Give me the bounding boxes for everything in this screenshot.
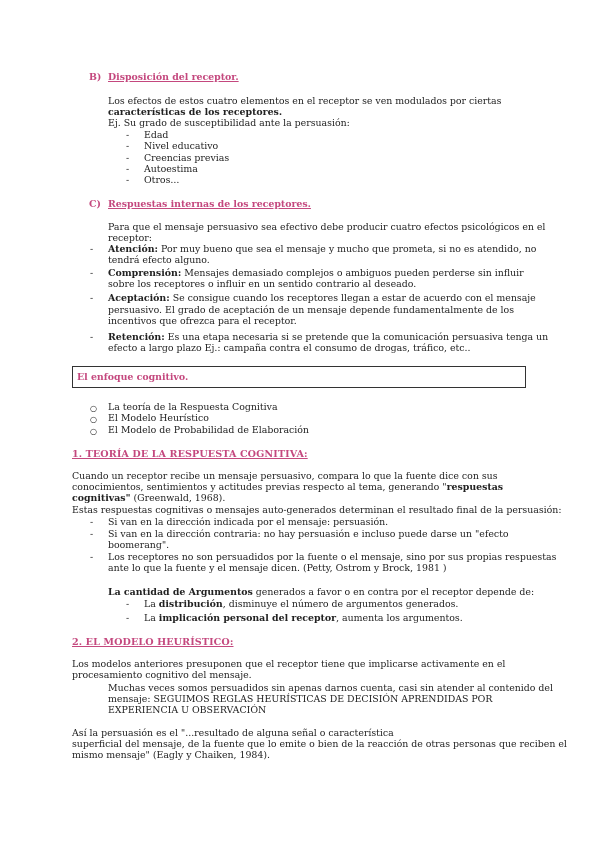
enfoque-box [72,366,526,388]
list-dash: - [126,130,130,141]
section-c-intro-2: receptor: [108,233,152,244]
aceptacion-line [108,293,536,305]
list-item: Edad [144,130,169,141]
list-dash: - [90,332,94,343]
list-dash: - [90,552,94,563]
section-b-example: Ej. Su grado de susceptibilidad ante la persuasión: [108,118,350,129]
circle-bullet-icon: ○ [90,427,97,436]
cantidad-line [108,587,534,599]
list-dash: - [126,164,130,175]
teoria-bullet-2: Si van en la dirección contraria: no hay persuasión e incluso puede darse un "efecto [108,529,509,540]
teoria-bullet-1: Si van en la dirección indicada por el mensaje: persuasión. [108,517,389,528]
retencion-line [108,332,548,344]
teoria-p1-line1: Cuando un receptor recibe un mensaje persuasivo, compara lo que la fuente dice con sus [72,471,498,482]
atencion-term: Atención: [108,244,159,255]
atencion-line [108,244,536,256]
list-dash: - [90,244,94,255]
heuristico-p3-line2: superficial del mensaje, de la fuente que lo emite o bien de la reacción de otras personas que reciben el [72,739,567,750]
list-dash: - [126,175,130,186]
heuristico-p1-line1: Los modelos anteriores presuponen que el receptor tiene que implicarse activamente en el [72,659,506,670]
retencion-text-2: efecto a largo plazo Ej.: campaña contra el consumo de drogas, tráfico, etc.. [108,343,471,354]
list-dash: - [90,293,94,304]
teoria-bullet-3b: ante lo que la fuente y el mensaje dicen. (Petty, Ostrom y Brock, 1981 ) [108,563,447,574]
circle-bullet-icon: ○ [90,404,97,413]
enfoque-item: El Modelo Heurístico [108,413,209,424]
comprension-text-2: sobre los receptores o influir en un sentido contrario al deseado. [108,279,417,290]
teoria-p1-line3 [72,493,225,505]
aceptacion-text-2: persuasivo. El grado de aceptación de un mensaje depende fundamentalmente de los [108,305,515,316]
aceptacion-term: Aceptación: [108,293,170,304]
teoria-p1-bold: respuestas [446,482,504,493]
enfoque-item: El Modelo de Probabilidad de Elaboración [108,425,309,436]
teoria-p1-line2 [72,482,503,494]
list-dash: - [90,529,94,540]
comprension-line [108,268,524,280]
list-item: Autoestima [144,164,198,175]
teoria-bullet-3: Los receptores no son persuadidos por la fuente o el mensaje, sino por sus propias respuestas [108,552,557,563]
section-c-intro: Para que el mensaje persuasivo sea efectivo debe producir cuatro efectos psicológicos en el [108,222,546,233]
list-dash: - [90,268,94,279]
comprension-text: Mensajes demasiado complejos o ambiguos pueden perderse sin influir [184,268,524,279]
teoria-title: 1. TEORÍA DE LA RESPUESTA COGNITIVA: [72,449,308,460]
heuristico-title: 2. EL MODELO HEURÍSTICO: [72,637,234,648]
distribucion-bold: distribución [158,599,223,610]
heuristico-p3-line1: Así la persuasión es el "...resultado de alguna señal o característica [72,728,394,739]
enfoque-title: El enfoque cognitivo. [77,372,189,383]
heuristico-p3-line3: mismo mensaje" (Eagly y Chaiken, 1984). [72,750,271,761]
atencion-text: Por muy bueno que sea el mensaje y mucho que prometa, si no es atendido, no [161,244,537,255]
list-item: Otros... [144,175,180,186]
section-b-intro: Los efectos de estos cuatro elementos en el receptor se ven modulados por ciertas [108,96,502,107]
section-b-intro-bold: características de los receptores. [108,107,283,118]
implicacion-pre: La [144,613,159,624]
heuristico-p1-line2: procesamiento cognitivo del mensaje. [72,670,252,681]
list-dash: - [126,599,130,610]
list-item: Creencias previas [144,153,230,164]
distribucion-post: , disminuye el número de argumentos generados. [222,599,459,610]
cantidad-bold: La cantidad de Argumentos [108,587,253,598]
list-dash: - [126,153,130,164]
teoria-p1-text: conocimientos, sentimientos y actitudes previas respecto al tema, generando " [72,482,447,493]
aceptacion-text-3: incentivos que ofrezca para el receptor. [108,316,297,327]
atencion-text-2: tendrá efecto alguno. [108,255,210,266]
section-c-title: Respuestas internas de los receptores. [108,199,311,210]
distribucion-pre: La [144,599,159,610]
circle-bullet-icon: ○ [90,415,97,424]
section-c-letter: C) [89,199,101,210]
heuristico-p2-line2: mensaje: SEGUIMOS REGLAS HEURÍSTICAS DE DECISIÓN APRENDIDAS POR [108,694,493,705]
distribucion-line [144,599,458,611]
teoria-p1-cite: (Greenwald, 1968). [130,493,226,504]
section-b-title: Disposición del receptor. [108,72,239,83]
heuristico-p2-line1: Muchas veces somos persuadidos sin apenas darnos cuenta, casi sin atender al contenido del [108,683,553,694]
retencion-text: Es una etapa necesaria si se pretende que la comunicación persuasiva tenga un [167,332,549,343]
enfoque-item: La teoría de la Respuesta Cognitiva [108,402,278,413]
list-dash: - [126,141,130,152]
comprension-term: Comprensión: [108,268,182,279]
cantidad-text: generados a favor o en contra por el receptor depende de: [252,587,535,598]
list-dash: - [126,613,130,624]
retencion-term: Retención: [108,332,165,343]
implicacion-post: , aumenta los argumentos. [336,613,463,624]
list-item: Nivel educativo [144,141,219,152]
teoria-bullet-2b: boomerang". [108,540,170,551]
section-b-letter: B) [89,72,102,83]
teoria-p2: Estas respuestas cognitivas o mensajes auto-generados determinan el resultado final de la persuasión: [72,505,562,516]
aceptacion-text: Se consigue cuando los receptores llegan a estar de acuerdo con el mensaje [172,293,536,304]
heuristico-p2-line3: EXPERIENCIA U OBSERVACIÓN [108,705,267,716]
list-dash: - [90,517,94,528]
implicacion-line [144,613,463,625]
teoria-p1-bold-2: cognitivas" [72,493,131,504]
implicacion-bold: implicación personal del receptor [158,613,337,624]
